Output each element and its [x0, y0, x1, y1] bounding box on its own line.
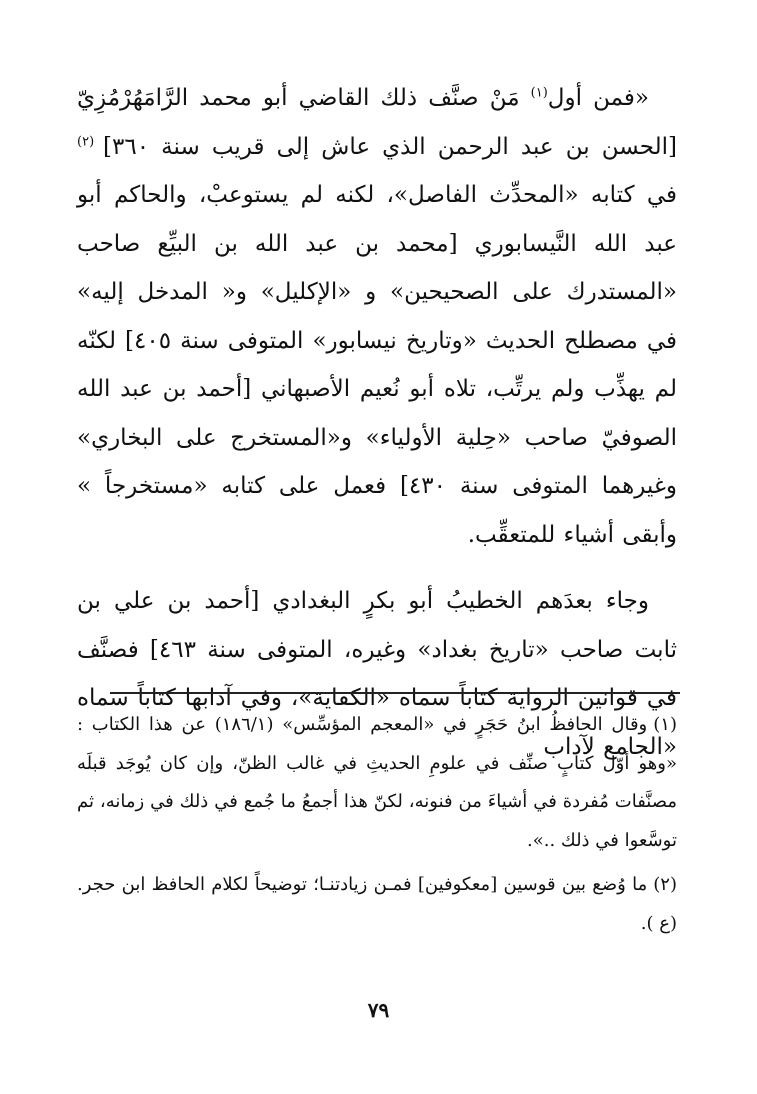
footnote-divider — [110, 692, 680, 694]
page-number: ٧٩ — [367, 998, 390, 1022]
paragraph-second: وجاء بعدَهم الخطيبُ أبو بكرٍ البغدادي [أحمد بن علي بن ثابت صاحب «تاريخ بغداد» وغيره، المتوفى سنة ٤٦٣] فصنَّف في قوانين الرواية كتاباً سماه «الكفاية»، وفي آدابها كتاباً سماه «الجامع لآداب — [77, 588, 677, 760]
footnote-1-text: وقال الحافظُ ابنُ حَجَرٍ في «المعجم المؤسِّس» (١٨٦/١) عن هذا الكتاب : «وهو أوّل كتابٍ صنِّف في علومِ الحديثِ في غالب الظنّ، وإن كان يُوجَد قبلَه مصنَّفات مُفردة في أشياءَ من فنونه، لكنّ هذا أجمعُ ما جُمع في ذلك في زمانه، ثم توسَّعوا في ذلك ..». — [77, 714, 677, 851]
main-text-body — [77, 74, 677, 771]
footnote-2 — [77, 866, 677, 943]
footnotes-section — [77, 706, 677, 949]
paragraph-first-start: «فمن أول — [547, 85, 649, 111]
paragraph-gap — [77, 559, 677, 577]
footnote-1 — [77, 706, 677, 860]
paragraph-first — [77, 74, 677, 559]
footnote-2-marker: (٢) — [653, 874, 677, 895]
footnote-ref-1[interactable]: (١) — [530, 85, 548, 101]
footnote-2-text: ما وُضع بين قوسين [معكوفين] فمـن زيادتنـا؛ توضيحاً لكلام الحافظ ابن حجر. (ع ). — [77, 874, 677, 934]
paragraph-first-end: في كتابه «المحدِّث الفاصل»، لكنه لم يستوعبْ، والحاكم أبو عبد الله النَّيسابوري [محمد بن عبد الله بن البيِّع صاحب «المستدرك على الصحيحين» و «الإكليل» و« المدخل إليه» في مصطلح الحديث «وتاريخ نيسابور» المتوفى سنة ٤٠٥] لكنّه لم يهذِّب ولم يرتِّب، تلاه أبو نُعيم الأصبهاني [أحمد بن عبد الله الصوفيّ صاحب «حِلية الأولياء» و«المستخرج على البخاري» وغيرهما المتوفى سنة ٤٣٠] فعمل على كتابه «مستخرجاً » وأبقى أشياء للمتعقِّب. — [77, 182, 677, 548]
footnote-1-marker: (١) — [653, 714, 677, 735]
paragraph-first-middle: مَنْ صنَّف ذلك القاضي أبو محمد الرَّامَهُرْمُزِيّ [الحسن بن عبد الرحمن الذي عاش إلى قريب سنة ٣٦٠] — [77, 85, 677, 160]
footnote-ref-2[interactable]: (٢) — [77, 133, 104, 149]
